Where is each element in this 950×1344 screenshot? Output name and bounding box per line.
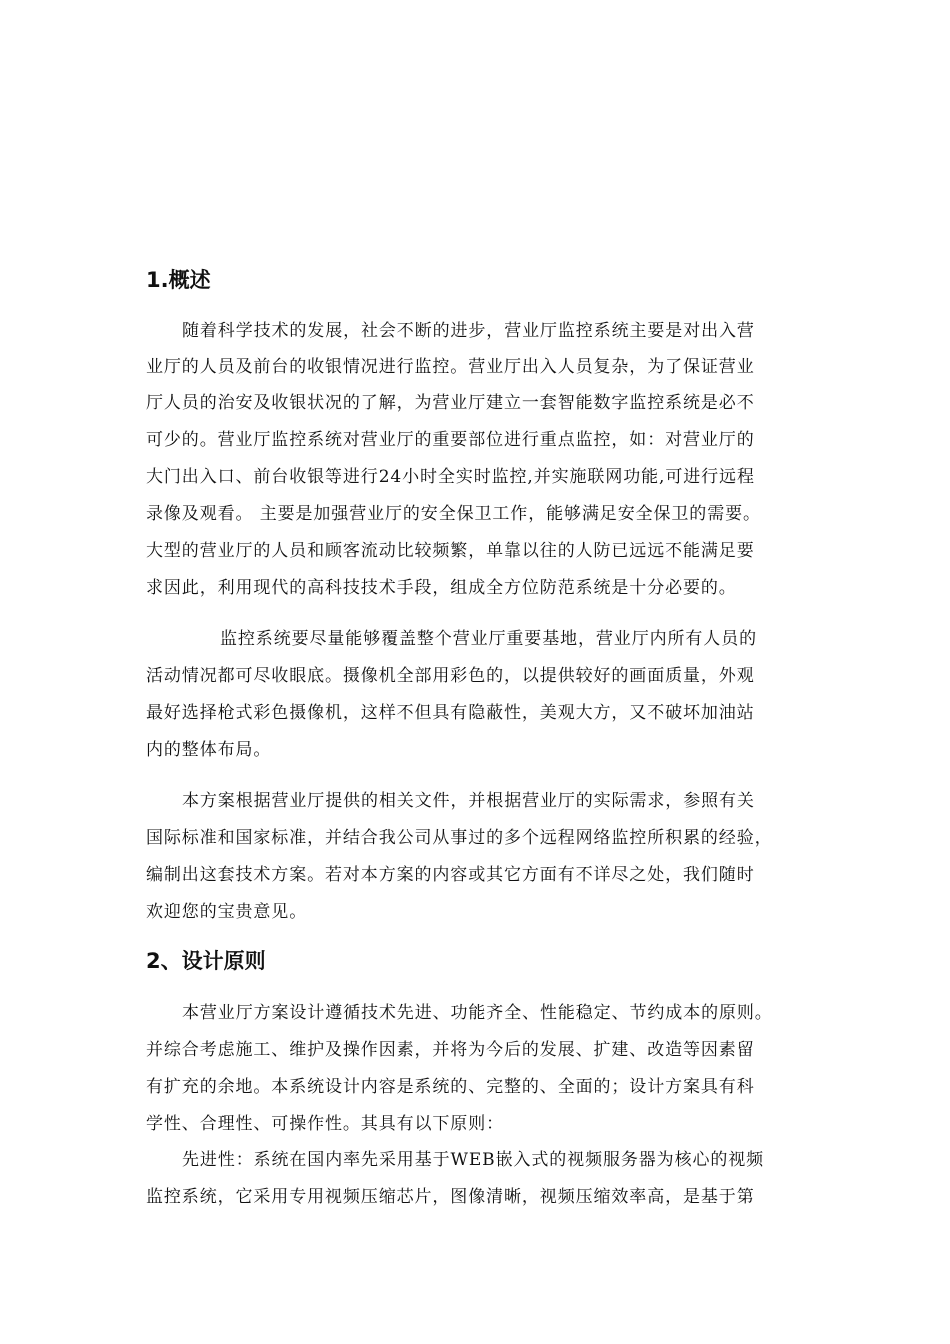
section1-p1-line: 厅人员的治安及收银状况的了解，为营业厅建立一套智能数字监控系统是必不: [146, 393, 755, 413]
section1-p1-line: 可少的。营业厅监控系统对营业厅的重要部位进行重点监控，如：对营业厅的: [146, 430, 755, 450]
section1-p2-line: 活动情况都可尽收眼底。摄像机全部用彩色的，以提供较好的画面质量，外观: [146, 666, 755, 686]
section2-p1-line: 本营业厅方案设计遵循技术先进、功能齐全、性能稳定、节约成本的原则。: [182, 1003, 773, 1023]
section1-p1-line: 录像及观看。 主要是加强营业厅的安全保卫工作，能够满足安全保卫的需要。: [146, 504, 761, 524]
section2-p1-line: 有扩充的余地。本系统设计内容是系统的、完整的、全面的；设计方案具有科: [146, 1077, 755, 1097]
section1-p1-line: 业厅的人员及前台的收银情况进行监控。营业厅出入人员复杂，为了保证营业: [146, 357, 755, 377]
section1-p1-line: 随着科学技术的发展，社会不断的进步，营业厅监控系统主要是对出入营: [182, 321, 755, 341]
section1-p3-line: 国际标准和国家标准，并结合我公司从事过的多个远程网络监控所积累的经验，: [146, 828, 773, 848]
section1-p1-line: 求因此，利用现代的高科技技术手段，组成全方位防范系统是十分必要的。: [146, 578, 737, 598]
section2-p2-line: 先进性：系统在国内率先采用基于WEB嵌入式的视频服务器为核心的视频: [182, 1150, 765, 1170]
section1-heading: 1.概述: [146, 268, 211, 292]
section1-p3-line: 欢迎您的宝贵意见。: [146, 902, 308, 922]
section1-p2-line: 监控系统要尽量能够覆盖整个营业厅重要基地，营业厅内所有人员的: [220, 629, 757, 649]
section1-p3-line: 本方案根据营业厅提供的相关文件，并根据营业厅的实际需求，参照有关: [182, 791, 755, 811]
section1-p3-line: 编制出这套技术方案。若对本方案的内容或其它方面有不详尽之处，我们随时: [146, 865, 755, 885]
section1-p2-line: 内的整体布局。: [146, 740, 272, 760]
section1-p1-line: 大门出入口、前台收银等进行24小时全实时监控,并实施联网功能,可进行远程: [146, 467, 755, 487]
section2-p2-line: 监控系统，它采用专用视频压缩芯片，图像清晰，视频压缩效率高，是基于第: [146, 1187, 755, 1207]
section1-p1-line: 大型的营业厅的人员和顾客流动比较频繁，单靠以往的人防已远远不能满足要: [146, 541, 755, 561]
section1-p2-line: 最好选择枪式彩色摄像机，这样不但具有隐蔽性，美观大方，又不破坏加油站: [146, 703, 755, 723]
section2-p1-line: 学性、合理性、可操作性。其具有以下原则：: [146, 1114, 504, 1134]
section2-p1-line: 并综合考虑施工、维护及操作因素，并将为今后的发展、扩建、改造等因素留: [146, 1040, 755, 1060]
section2-heading: 2、设计原则: [146, 949, 266, 973]
